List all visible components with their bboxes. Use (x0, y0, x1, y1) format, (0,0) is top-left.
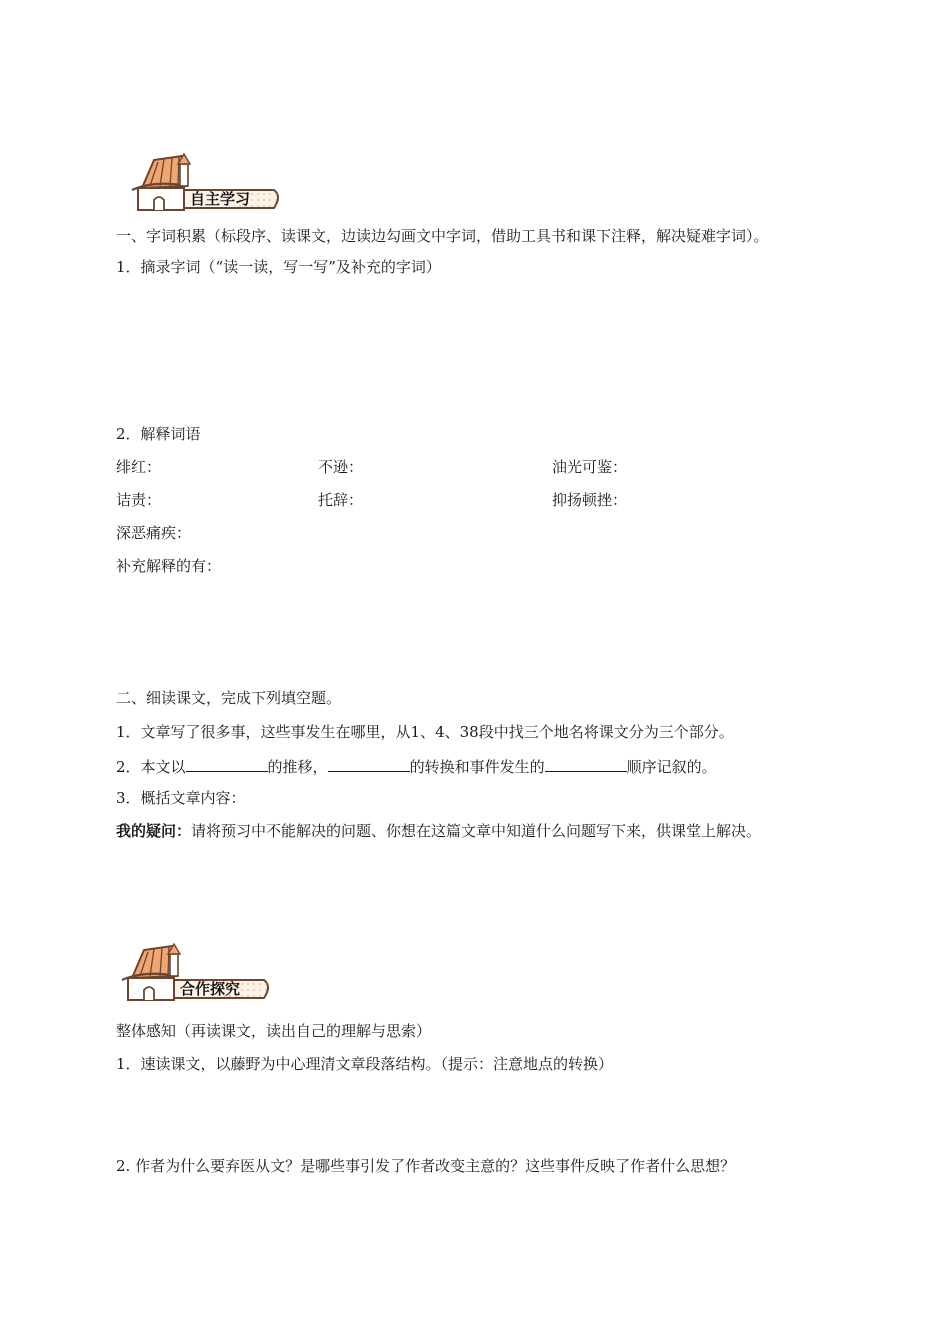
part2-item1: 1．文章写了很多事，这些事发生在哪里，从1、4、38段中找三个地名将课文分为三个部分。 (116, 723, 734, 741)
term-label: 托辞： (318, 491, 364, 509)
supplement-label: 补充解释的有： (116, 557, 222, 575)
fill-blank-2[interactable] (328, 755, 410, 772)
term-label: 深恶痛疾： (116, 524, 192, 542)
fill-blank-3[interactable] (545, 755, 627, 772)
term-label: 抑扬顿挫： (552, 491, 628, 509)
question-label: 我的疑问： (116, 822, 192, 840)
part2-item3: 3．概括文章内容： (116, 789, 246, 807)
item-excerpt-words: 1．摘录字词（“读一读，写一写”及补充的字词） (116, 258, 441, 276)
badge-label: 自主学习 (190, 190, 251, 208)
term-label: 诘责： (116, 491, 162, 509)
section2-item1: 1．速读课文，以藤野为中心理清文章段落结构。（提示：注意地点的转换） (116, 1055, 614, 1073)
section2-item2: 2. 作者为什么要弃医从文？是哪些事引发了作者改变主意的？这些事件反映了作者什么思想？ (116, 1157, 736, 1175)
item-explain-terms: 2．解释词语 (116, 425, 201, 443)
fill-blank-1[interactable] (186, 755, 268, 772)
term-label: 油光可鉴： (552, 458, 628, 476)
my-question (116, 821, 761, 841)
part2-heading: 二、细读课文，完成下列填空题。 (116, 689, 342, 707)
section2-heading: 整体感知（再读课文，读出自己的理解与思索） (116, 1022, 432, 1040)
fill-text: 的转换和事件发生的 (409, 758, 545, 776)
fill-text: 顺序记叙的。 (626, 758, 717, 776)
section1-heading: 一、字词积累（标段序、读课文，边读边勾画文中字词，借助工具书和课下注释，解决疑难字词）。 (116, 227, 769, 245)
section-badge-cooperative-inquiry (114, 940, 274, 1004)
badge-label: 合作探究 (180, 980, 241, 998)
part2-item2-fill-blank (116, 755, 717, 777)
term-label: 绯红： (116, 458, 162, 476)
question-text: 请将预习中不能解决的问题、你想在这篇文章中知道什么问题写下来，供课堂上解决。 (191, 822, 762, 840)
term-label: 不逊： (318, 458, 364, 476)
fill-text: 的推移， (267, 758, 328, 776)
fill-text: 2．本文以 (116, 758, 186, 776)
section-badge-self-study (124, 150, 284, 214)
